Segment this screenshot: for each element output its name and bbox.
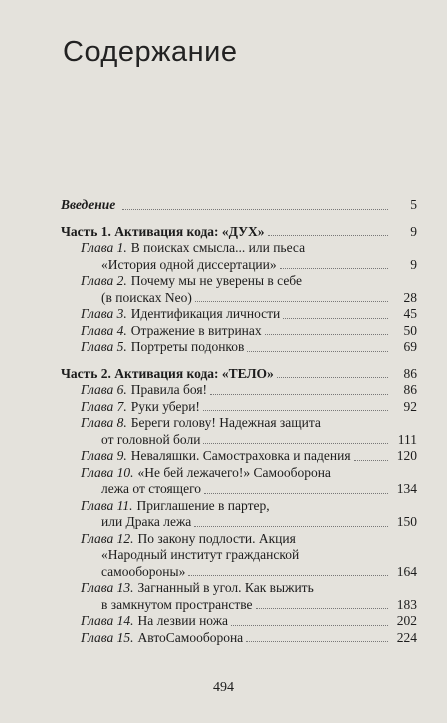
toc-entry-page: 164	[396, 563, 417, 579]
toc-entry	[61, 597, 417, 614]
dot-leader	[247, 351, 388, 352]
toc-entry-title: (в поисках Neo)	[101, 289, 192, 305]
toc-entry-title: Отражение в витринах	[130, 322, 262, 338]
toc-entry	[61, 514, 417, 531]
toc-entry-label: Глава 1.	[81, 240, 127, 255]
dot-leader	[204, 493, 388, 494]
toc-entry-page: 9	[410, 223, 417, 239]
page-number: 494	[213, 680, 234, 695]
toc-entry-title: Часть 2. Активация кода: «ТЕЛО»	[61, 365, 274, 381]
toc-entry-label: Глава 15.	[81, 629, 134, 645]
toc-entry-title: или Драка лежа	[101, 514, 192, 529]
toc-entry-title: На лезвии ножа	[137, 613, 229, 628]
toc-entry-page: 50	[403, 322, 417, 338]
toc-entry-label: Глава 9.	[81, 448, 127, 463]
toc-entry	[61, 240, 417, 257]
toc-entry	[61, 630, 417, 647]
toc-entry	[61, 306, 417, 323]
dot-leader	[203, 410, 388, 411]
toc-entry-title: «История одной диссертации»	[101, 256, 277, 272]
toc-entry	[61, 580, 417, 597]
toc-entry	[61, 547, 417, 564]
toc-entry	[61, 481, 417, 498]
toc-entry-page: 202	[396, 613, 417, 628]
toc-entry-title: В поисках смысла... или пьеса	[130, 240, 306, 255]
toc-entry-label: Глава 14.	[81, 613, 134, 628]
page-title: Содержание	[63, 36, 238, 68]
dot-leader	[256, 608, 388, 609]
toc-entry	[61, 448, 417, 465]
toc-entry-label: Глава 12.	[81, 530, 134, 546]
toc-entry-title: Береги голову! Надежная защита	[130, 415, 321, 430]
table-of-contents	[61, 197, 417, 646]
toc-entry	[61, 382, 417, 399]
toc-entry-title: самообороны»	[101, 563, 186, 579]
toc-entry-page: 9	[410, 256, 417, 272]
toc-entry-page: 28	[403, 289, 417, 305]
toc-entry-page: 86	[403, 365, 417, 381]
toc-entry-page: 150	[396, 514, 417, 529]
toc-entry	[61, 323, 417, 340]
toc-entry	[61, 531, 417, 548]
toc-entry	[61, 498, 417, 515]
toc-entry-label: Глава 10.	[81, 464, 134, 480]
toc-entry-page: 5	[410, 197, 417, 212]
toc-entry-label: Введение	[61, 197, 116, 212]
toc-entry-page: 120	[396, 448, 417, 463]
dot-leader	[195, 301, 388, 302]
toc-entry-title: По закону подлости. Акция	[137, 530, 296, 546]
toc-entry-title: Почему мы не уверены в себе	[130, 273, 302, 288]
toc-entry-page: 45	[403, 306, 417, 321]
toc-entry-label: Глава 5.	[81, 339, 127, 354]
toc-entry-label: Глава 8.	[81, 415, 127, 430]
dot-leader	[231, 625, 388, 626]
dot-leader	[268, 235, 388, 236]
toc-entry-title: лежа от стоящего	[101, 481, 202, 496]
bleed-through-text	[150, 0, 380, 190]
toc-entry-label: Глава 11.	[81, 497, 133, 513]
toc-entry	[61, 432, 417, 449]
dot-leader	[122, 209, 388, 210]
toc-entry-page: 111	[397, 431, 417, 447]
toc-entry-page: 224	[396, 629, 417, 645]
toc-entry	[61, 339, 417, 356]
toc-entry	[61, 197, 417, 214]
dot-leader	[277, 377, 388, 378]
toc-entry-page: 86	[403, 382, 417, 397]
toc-entry	[61, 564, 417, 581]
dot-leader	[246, 641, 388, 642]
toc-entry	[61, 366, 417, 383]
toc-entry-title: «Народный институт гражданской	[101, 547, 300, 562]
toc-entry-title: Приглашение в партер,	[136, 497, 270, 513]
dot-leader	[354, 460, 388, 461]
toc-entry-title: «Не бей лежачего!» Самооборона	[137, 464, 331, 480]
toc-entry-page: 69	[403, 339, 417, 354]
toc-entry-title: Руки убери!	[130, 398, 200, 414]
toc-entry	[61, 273, 417, 290]
toc-entry-title: Портреты подонков	[130, 339, 245, 354]
dot-leader	[283, 318, 388, 319]
toc-entry-title: Правила боя!	[130, 382, 208, 397]
toc-entry-label: Глава 13.	[81, 580, 134, 595]
dot-leader	[280, 268, 388, 269]
toc-entry-title: от головной боли	[101, 431, 201, 447]
toc-entry-label: Глава 4.	[81, 322, 127, 338]
toc-entry-label: Глава 3.	[81, 306, 127, 321]
toc-entry	[61, 290, 417, 307]
toc-entry-title: АвтоСамооборона	[137, 629, 244, 645]
toc-entry	[61, 465, 417, 482]
dot-leader	[265, 334, 388, 335]
dot-leader	[210, 394, 388, 395]
dot-leader	[194, 526, 388, 527]
toc-entry-title: Загнанный в угол. Как выжить	[137, 580, 314, 595]
toc-entry-label: Глава 6.	[81, 382, 127, 397]
toc-entry	[61, 224, 417, 241]
toc-entry-title: в замкнутом пространстве	[101, 596, 253, 612]
toc-entry-label: Глава 2.	[81, 273, 127, 288]
dot-leader	[203, 443, 388, 444]
toc-entry	[61, 613, 417, 630]
toc-entry	[61, 415, 417, 432]
toc-entry-page: 183	[396, 596, 417, 612]
toc-entry-page: 134	[396, 481, 417, 496]
toc-entry-title: Неваляшки. Самостраховка и падения	[130, 448, 351, 463]
toc-entry-label: Глава 7.	[81, 398, 127, 414]
toc-entry	[61, 399, 417, 416]
dot-leader	[188, 575, 388, 576]
toc-entry-title: Идентификация личности	[130, 306, 281, 321]
toc-entry	[61, 257, 417, 274]
toc-entry-title: Часть 1. Активация кода: «ДУХ»	[61, 223, 265, 239]
toc-entry-page: 92	[403, 398, 417, 414]
